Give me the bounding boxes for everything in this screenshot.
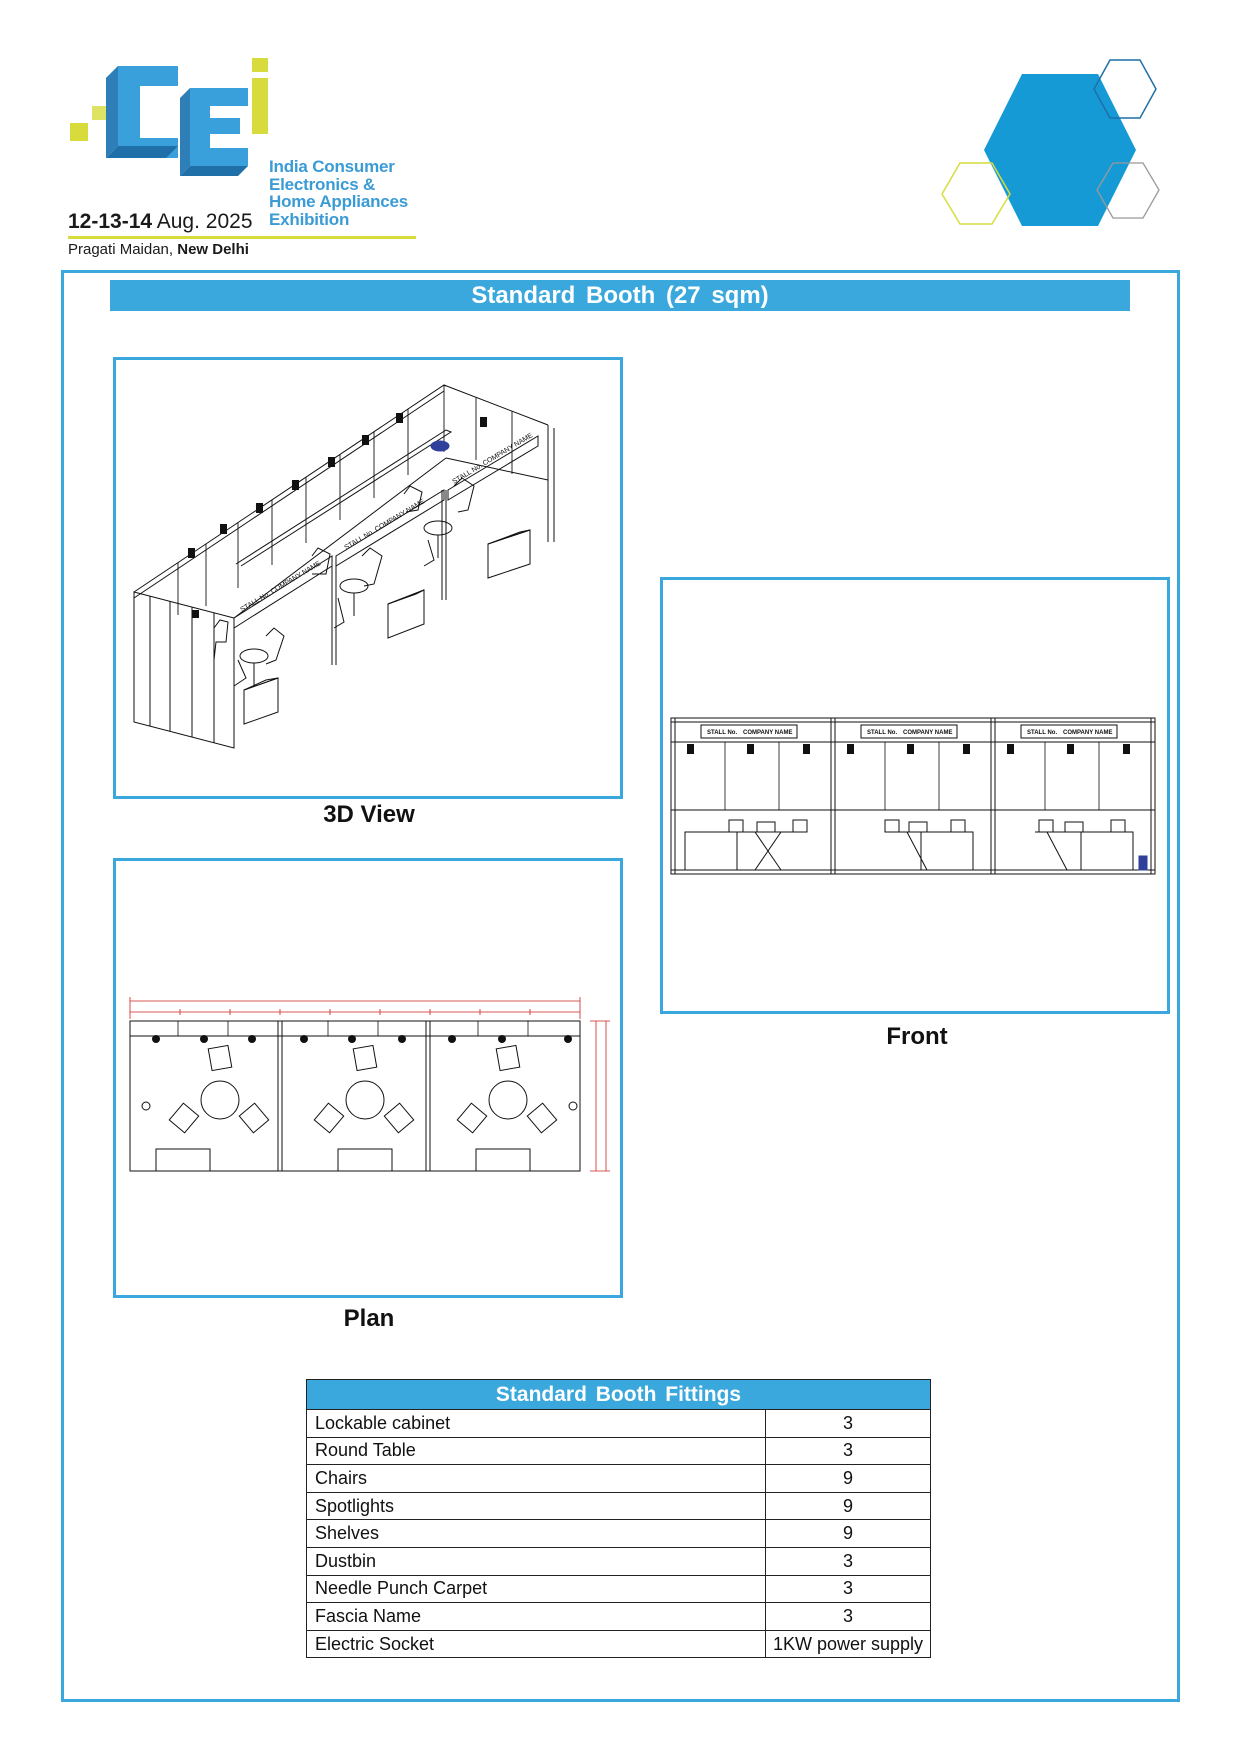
table-row — [307, 1547, 931, 1575]
front-fascia-company-1: COMPANY NAME — [743, 730, 793, 736]
logo-underline — [68, 236, 416, 239]
view-3d-caption: 3D View — [323, 801, 415, 828]
front-fascia-company-2: COMPANY NAME — [903, 730, 953, 736]
fitting-item: Shelves — [307, 1520, 766, 1548]
fitting-item: Lockable cabinet — [307, 1410, 766, 1438]
fitting-item: Electric Socket — [307, 1630, 766, 1658]
fitting-item: Fascia Name — [307, 1603, 766, 1631]
fitting-qty: 9 — [766, 1465, 931, 1493]
tagline-line-3: Home Appliances — [269, 192, 409, 211]
fitting-item: Dustbin — [307, 1547, 766, 1575]
fascia-label-1: STALL No. COMPANY NAME — [239, 560, 323, 614]
booth-front-drawing — [663, 580, 1167, 1011]
table-row — [307, 1437, 931, 1465]
plan-view-caption: Plan — [343, 1305, 395, 1332]
table-row — [307, 1630, 931, 1658]
fitting-item: Needle Punch Carpet — [307, 1575, 766, 1603]
fitting-item: Chairs — [307, 1465, 766, 1493]
fitting-item: Spotlights — [307, 1492, 766, 1520]
fitting-qty: 3 — [766, 1437, 931, 1465]
table-row — [307, 1492, 931, 1520]
table-row — [307, 1603, 931, 1631]
fascia-label-2: STALL No. COMPANY NAME — [343, 498, 427, 552]
event-logo — [66, 58, 446, 258]
front-fascia-stall-3: STALL No. — [1027, 730, 1058, 736]
fascia-label-3: STALL No. COMPANY NAME — [451, 432, 535, 486]
fitting-qty: 3 — [766, 1410, 931, 1438]
fitting-qty: 3 — [766, 1603, 931, 1631]
front-fascia-stall-2: STALL No. — [867, 730, 898, 736]
front-fascia-company-3: COMPANY NAME — [1063, 730, 1113, 736]
fittings-table-header: Standard Booth Fittings — [307, 1380, 931, 1410]
front-view-caption: Front — [886, 1023, 948, 1050]
tagline-line-4: Exhibition — [269, 209, 350, 229]
fitting-item: Round Table — [307, 1437, 766, 1465]
venue-city: New Delhi — [177, 241, 249, 258]
event-dates — [68, 210, 253, 234]
fittings-table — [306, 1379, 931, 1658]
table-row — [307, 1465, 931, 1493]
dates-days: 12-13-14 — [68, 210, 153, 233]
view-3d-panel — [113, 357, 623, 799]
plan-view-panel — [113, 858, 623, 1298]
booth-3d-drawing — [116, 360, 620, 796]
front-view-panel — [660, 577, 1170, 1014]
event-venue — [68, 241, 249, 258]
table-row — [307, 1410, 931, 1438]
fitting-qty: 1KW power supply — [766, 1630, 931, 1658]
booth-plan-drawing — [116, 861, 620, 1295]
fitting-qty: 3 — [766, 1547, 931, 1575]
large-hexagon — [984, 74, 1136, 226]
fitting-qty: 9 — [766, 1492, 931, 1520]
table-row — [307, 1575, 931, 1603]
fitting-qty: 9 — [766, 1520, 931, 1548]
fitting-qty: 3 — [766, 1575, 931, 1603]
page-title: Standard Booth (27 sqm) — [110, 280, 1130, 311]
venue-name: Pragati Maidan, — [68, 241, 174, 258]
dates-month-year: Aug. 2025 — [156, 210, 253, 233]
front-fascia-stall-1: STALL No. — [707, 730, 738, 736]
hexagon-decoration — [940, 56, 1180, 236]
logo-tagline — [269, 158, 408, 228]
table-row — [307, 1520, 931, 1548]
tagline-line-1: India Consumer — [269, 157, 395, 176]
tagline-line-2: Electronics & — [269, 174, 376, 194]
